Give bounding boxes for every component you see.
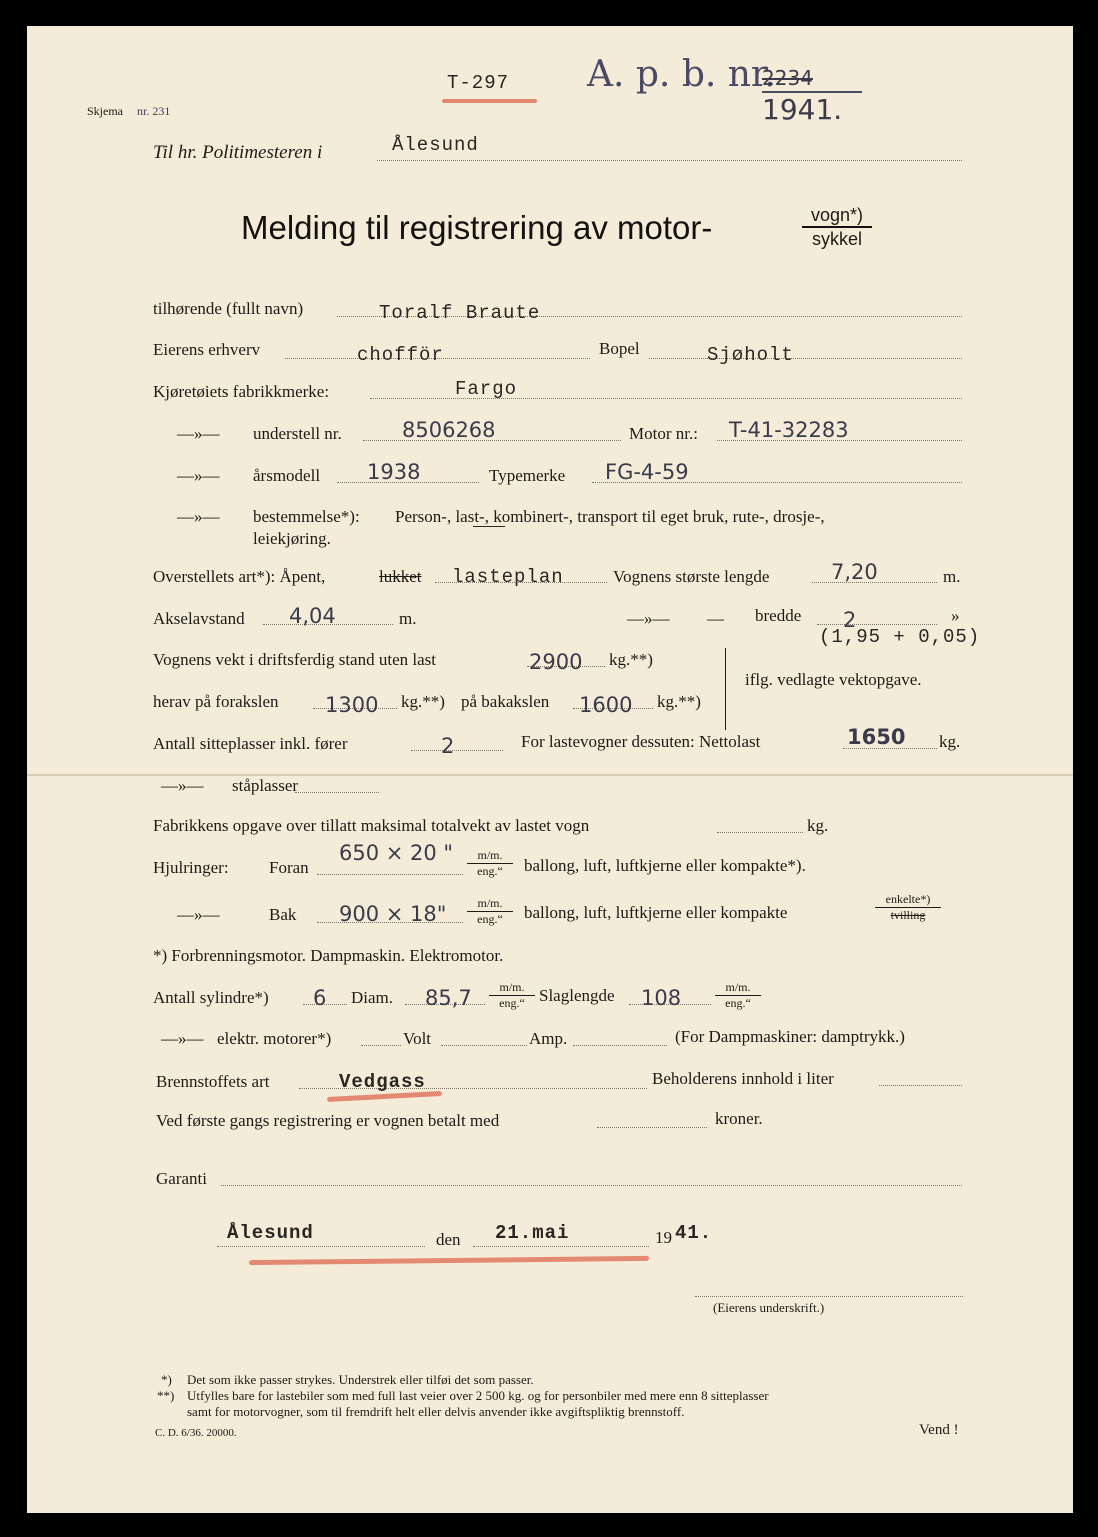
- type-label: Typemerke: [489, 466, 566, 485]
- diameter-value: 85,7: [425, 986, 472, 1010]
- ditto-electric: —»—: [161, 1029, 204, 1048]
- standing-dotline: [295, 792, 379, 793]
- apb-number: 2234: [762, 66, 813, 90]
- front-axle-unit: kg.**): [401, 692, 445, 711]
- purpose-options: Person-, last-, kombinert-, transport til eget bruk, rute-, drosje-,: [395, 507, 825, 526]
- seats-dotline: [411, 750, 503, 751]
- max-weight-label: Fabrikkens opgave over tillatt maksimal totalvekt av lastet vogn: [153, 816, 590, 835]
- front-tire-unit: [467, 848, 513, 879]
- title-frac-bottom: sykkel: [802, 226, 872, 250]
- axle-label: Akselavstand: [153, 609, 245, 628]
- purpose-options-line2: leiekjøring.: [253, 529, 331, 548]
- cargo-label: For lastevogner dessuten: Nettolast: [521, 732, 761, 751]
- cargo-unit: kg.: [939, 732, 961, 751]
- printer-mark: C. D. 6/36. 20000.: [155, 1427, 237, 1439]
- occupation-label: Eierens erhverv: [153, 340, 261, 359]
- width-note: (1,95 + 0,05): [819, 626, 981, 648]
- motor-label: Motor nr.:: [629, 424, 698, 443]
- ditto-rear-tire: —»—: [177, 905, 220, 924]
- guarantee-label: Garanti: [156, 1169, 207, 1188]
- form-label: Skjema: [87, 104, 123, 118]
- ditto-year: —»—: [177, 466, 220, 485]
- addressee-dotline: [377, 160, 962, 161]
- rear-tire-types: ballong, luft, luftkjerne eller kompakte: [524, 903, 788, 922]
- body-type-label: Overstellets art*): Åpent,: [153, 567, 326, 586]
- owner-value: Toralf Braute: [379, 302, 541, 324]
- width-dash: —: [707, 609, 724, 628]
- apb-label: A. p. b. nr.: [587, 54, 776, 95]
- tires-label: Hjulringer:: [153, 858, 229, 877]
- purpose-label: bestemmelse*):: [253, 507, 360, 526]
- engine-types: *) Forbrenningsmotor. Dampmaskin. Elektromotor.: [153, 946, 504, 965]
- footnote-2-line2: samt for motorvogner, som til fremdrift helt eller delvis anvender ikke avgiftspliktig brennstoff.: [187, 1404, 685, 1419]
- paid-unit: kroner.: [715, 1109, 763, 1128]
- body-type-value: lasteplan: [452, 566, 564, 588]
- date-dotline: [473, 1246, 649, 1247]
- rear-axle-label: på bakakslen: [461, 692, 550, 711]
- twin-label: tvilling: [875, 907, 941, 923]
- length-unit: m.: [943, 567, 961, 586]
- fuel-label: Brennstoffets art: [156, 1072, 270, 1091]
- max-weight-dotline: [717, 832, 803, 833]
- cargo-value: 1650: [847, 725, 906, 749]
- standing-label: ståplasser: [232, 776, 299, 795]
- length-value: 7,20: [831, 560, 878, 584]
- electric-motors-label: elektr. motorer*): [217, 1029, 332, 1048]
- weight-unit: kg.**): [609, 650, 653, 669]
- stroke-label: Slaglengde: [539, 986, 615, 1005]
- model-year-label: årsmodell: [253, 466, 321, 485]
- weight-brace: [725, 648, 726, 730]
- turn-over-label: Vend !: [919, 1422, 959, 1438]
- weight-value: 2900: [529, 650, 583, 674]
- title-fraction: [802, 204, 872, 250]
- rear-tire-unit: [467, 896, 513, 927]
- single-twin-fraction: [875, 892, 941, 923]
- case-number-underline: [442, 99, 537, 103]
- stroke-unit-bottom: eng.“: [715, 995, 761, 1011]
- front-tire-types: ballong, luft, luftkjerne eller kompakte*).: [524, 856, 806, 875]
- type-value: FG-4-59: [605, 460, 689, 484]
- form-number-stamp: nr. 231: [137, 104, 171, 118]
- paid-dotline: [597, 1127, 707, 1128]
- addressee-label: Til hr. Politimesteren i: [153, 142, 323, 163]
- front-tire-unit-top: m/m.: [477, 848, 503, 862]
- front-tire-label: Foran: [269, 858, 309, 877]
- paid-label: Ved første gangs registrering er vognen betalt med: [156, 1111, 500, 1130]
- width-quote: »: [951, 606, 960, 625]
- front-tire-unit-bottom: eng.“: [467, 863, 513, 879]
- chassis-label: understell nr.: [253, 424, 342, 443]
- volt-dotline: [441, 1045, 527, 1046]
- diameter-unit-bottom: eng.“: [489, 995, 535, 1011]
- signature-dotline: [695, 1296, 963, 1297]
- axle-value: 4,04: [289, 604, 336, 628]
- tank-dotline: [879, 1085, 962, 1086]
- front-tire-dotline: [317, 874, 463, 875]
- width-value: 2: [843, 608, 857, 632]
- seats-value: 2: [441, 734, 455, 758]
- stroke-unit-top: m/m.: [725, 980, 751, 994]
- cylinders-label: Antall sylindre*): [153, 988, 269, 1007]
- year-prefix: 19: [655, 1228, 672, 1247]
- apb-year: 1941.: [762, 93, 843, 126]
- footnote-1-mark: *): [161, 1372, 172, 1387]
- cylinders-value: 6: [313, 986, 327, 1010]
- weight-label: Vognens vekt i driftsferdig stand uten last: [153, 650, 436, 669]
- seats-label: Antall sitteplasser inkl. fører: [153, 734, 348, 753]
- date-red-underline: [249, 1256, 649, 1265]
- guarantee-dotline: [221, 1185, 962, 1186]
- length-label: Vognens største lengde: [613, 567, 770, 586]
- ditto-chassis: —»—: [177, 424, 220, 443]
- front-axle-value: 1300: [325, 693, 379, 717]
- form-title: Melding til registrering av motor-: [241, 209, 713, 246]
- title-frac-top: vogn*): [810, 205, 864, 225]
- form-page: [27, 26, 1073, 1513]
- occupation-value: chofför: [357, 344, 444, 366]
- case-number: T-297: [447, 72, 510, 94]
- rear-tire-unit-bottom: eng.“: [467, 911, 513, 927]
- tank-label: Beholderens innhold i liter: [652, 1069, 834, 1088]
- front-axle-label: herav på forakslen: [153, 692, 279, 711]
- electric-dotline: [361, 1045, 401, 1046]
- weight-note: iflg. vedlagte vektopgave.: [745, 670, 922, 689]
- width-label: bredde: [755, 606, 802, 625]
- amp-label: Amp.: [529, 1029, 568, 1048]
- rear-tire-unit-top: m/m.: [477, 896, 503, 910]
- ditto-standing: —»—: [161, 776, 204, 795]
- stroke-unit: [715, 980, 761, 1011]
- single-label: enkelte*): [885, 892, 931, 906]
- signature-caption: (Eierens underskrift.): [713, 1300, 825, 1315]
- owner-label: tilhørende (fullt navn): [153, 299, 304, 318]
- amp-dotline: [573, 1045, 667, 1046]
- addressee-city: Ålesund: [392, 134, 479, 156]
- make-value: Fargo: [455, 378, 518, 400]
- width-dotline: [817, 624, 937, 625]
- footnote-1: Det som ikke passer strykes. Understrek eller tilføi det som passer.: [187, 1372, 534, 1387]
- residence-label: Bopel: [599, 339, 640, 358]
- front-tire-value: 650 × 20 ": [339, 841, 454, 865]
- date-value: 21.mai: [495, 1222, 570, 1244]
- motor-value: T-41-32283: [729, 418, 849, 442]
- diameter-unit: [489, 980, 535, 1011]
- ditto-purpose: —»—: [177, 507, 220, 526]
- purpose-last-underline: [473, 526, 505, 527]
- rear-tire-value: 900 × 18": [339, 902, 447, 926]
- volt-label: Volt: [403, 1029, 432, 1048]
- year-suffix: 41.: [675, 1222, 713, 1244]
- axle-unit: m.: [399, 609, 417, 628]
- chassis-value: 8506268: [402, 418, 496, 442]
- footnote-2-line1: Utfylles bare for lastebiler som med full last veier over 2 500 kg. og for personbiler med mere enn 8 sitteplasser: [187, 1388, 769, 1403]
- place-dotline: [217, 1246, 425, 1247]
- rear-axle-value: 1600: [579, 693, 633, 717]
- place-value: Ålesund: [227, 1222, 314, 1244]
- residence-value: Sjøholt: [707, 344, 794, 366]
- ditto-width: —»—: [627, 609, 670, 628]
- rear-axle-unit: kg.**): [657, 692, 701, 711]
- diameter-label: Diam.: [351, 988, 394, 1007]
- rear-tire-label: Bak: [269, 905, 297, 924]
- fuel-value: Vedgass: [339, 1071, 426, 1093]
- body-type-struck: lukket: [379, 567, 422, 586]
- make-label: Kjøretøiets fabrikkmerke:: [153, 382, 330, 401]
- steam-note: (For Dampmaskiner: damptrykk.): [675, 1027, 905, 1046]
- max-weight-unit: kg.: [807, 816, 829, 835]
- footnote-2-mark: **): [157, 1388, 175, 1403]
- model-year-value: 1938: [367, 460, 421, 484]
- diameter-unit-top: m/m.: [499, 980, 525, 994]
- residence-dotline: [649, 358, 962, 359]
- den-label: den: [436, 1230, 461, 1249]
- stroke-value: 108: [641, 986, 682, 1010]
